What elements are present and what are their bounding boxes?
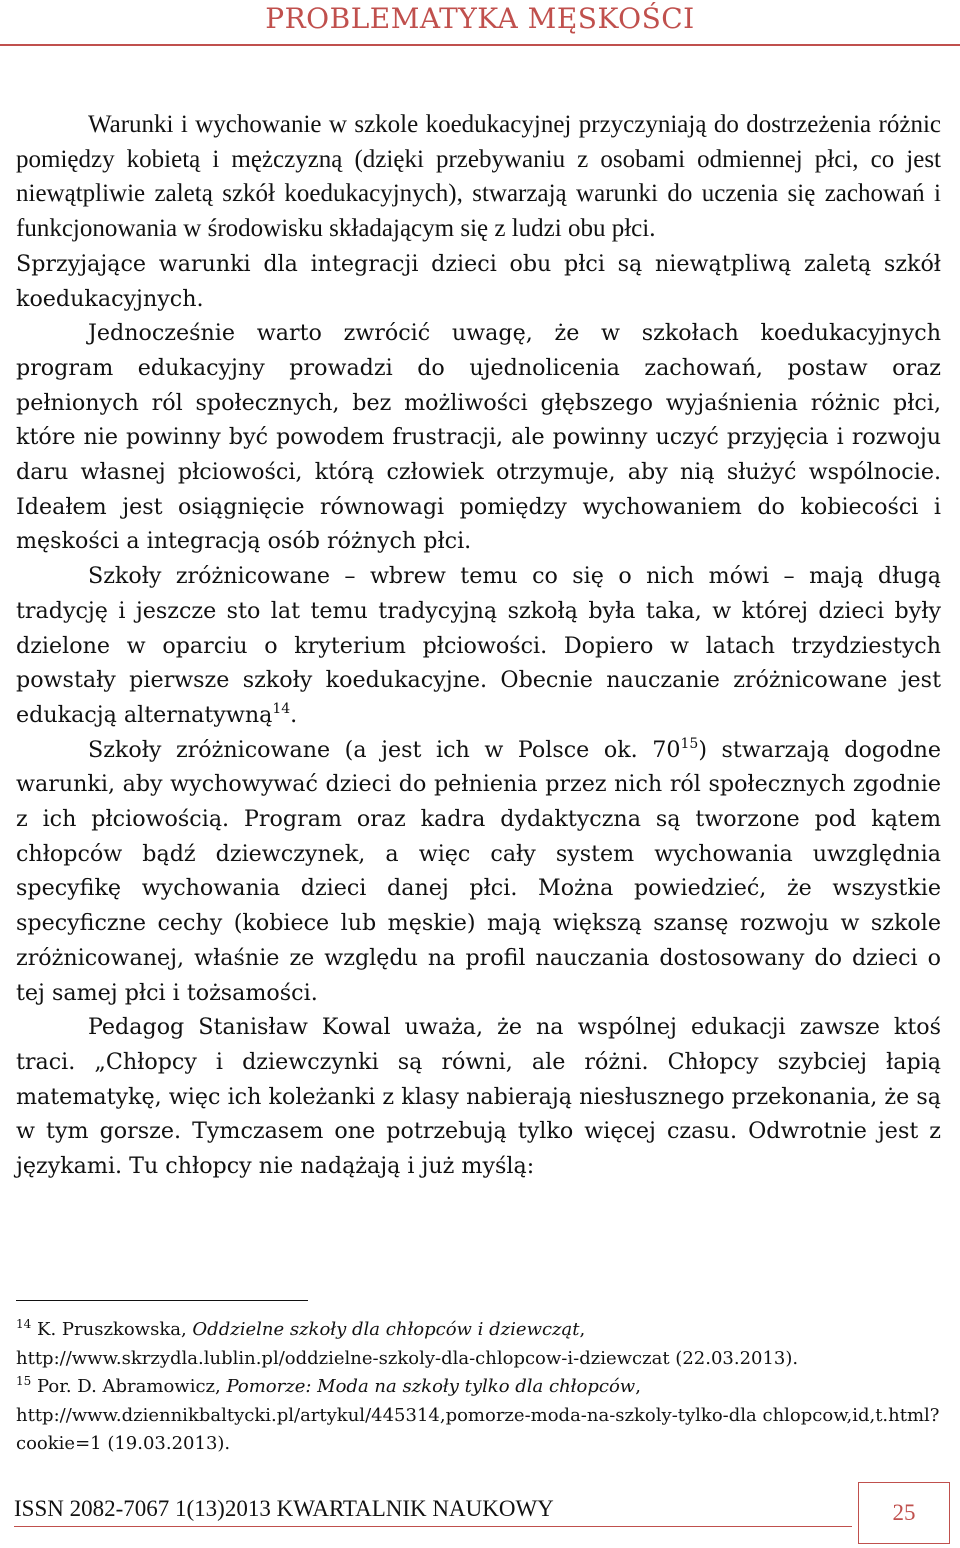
paragraph-4 [16,559,941,733]
paragraph-5-rest: ) stwarzają dogodne warunki, aby wychowywać dzieci do pełnienia przez nich ról społecznych zgodnie z ich płciowością. Program oraz kadra dydaktyczna są tworzone pod kątem chłopców bądź dziewczynek, a więc cały system wychowania uwzględnia specyfikę wychowania dzieci danej płci. Można powiedzieć, że wszystkie specyficzne cechy (kobiece lub męskie) mają większą szansę rozwoju w szkole zróżnicowanej, właśnie ze względu na profil nauczania dostosowany do dzieci o tej samej płci i tożsamości. [16,736,941,1006]
page-footer [0,1482,960,1548]
page-number-box [858,1482,950,1544]
footnote-source[interactable]: , http://www.dziennikbaltycki.pl/artykul/445314,pomorze-moda-na-szkoly-tylko-dla chlopcow,id,t.html?cookie=1 (19.03.2013). [16,1376,940,1454]
paragraph-2: Sprzyjające warunki dla integracji dzieci obu płci są niewątpliwą zaletą szkół koedukacyjnych. [16,250,941,312]
paragraph-1: Warunki i wychowanie w szkole koedukacyjnej przyczyniają do dostrzeżenia różnic pomiędzy kobietą i mężczyzną (dzięki przebywaniu z osobami odmiennej płci, co jest niewątpliwie zaletą szkół koedukacyjnych), stwarzają warunki do uczenia się zachowań i funkcjonowania w środowisku składającym się z ludzi obu płci. [16,111,941,243]
footnote-source[interactable]: , http://www.skrzydla.lublin.pl/oddzielne-szkoly-dla-chlopcow-i-dziewczat (22.03.2013). [16,1319,799,1369]
journal-info: ISSN 2082-7067 1(13)2013 KWARTALNIK NAUKOWY [14,1496,554,1521]
footnote-ref-15[interactable]: 15 [680,735,699,752]
paragraph-4-end: . [290,701,298,728]
running-header [0,0,960,46]
footnote-author: K. Pruszkowska, [37,1319,187,1340]
footnote-title: Pomorze: Moda na szkoły tylko dla chłopców [226,1376,636,1397]
paragraph-5-text: Szkoły zróżnicowane (a jest ich w Polsce ok. 70 [88,736,681,763]
page-number: 25 [892,1500,916,1525]
footnote-number: 15 [16,1374,32,1388]
article-body [16,108,941,1184]
footnote-title: Oddzielne szkoły dla chłopców i dziewcząt [192,1319,580,1340]
footnotes [16,1316,941,1459]
paragraph-4-text: Szkoły zróżnicowane – wbrew temu co się o nich mówi – mają długą tradycję i jeszcze sto lat temu tradycyjną szkołą była taka, w której dzieci były dzielone w oparciu o kryterium płciowości. Dopiero w latach trzydziestych powstały pierwsze szkoły koedukacyjne. Obecnie nauczanie zróżnicowane jest edukacją alternatywną [16,563,941,728]
footnote-separator [16,1300,308,1301]
paragraph-3: Jednocześnie warto zwrócić uwagę, że w szkołach koedukacyjnych program edukacyjny prowadzi do ujednolicenia zachowań, postaw oraz pełnionych ról społecznych, bez możliwości głębszego wyjaśnienia różnic płci, które nie powinny być powodem frustracji, ale powinny uczyć przyjęcia i rozwoju daru własnej płciowości, którą człowiek otrzymuje, aby nią służyć wspólnocie. Ideałem jest osiągnięcie równowagi pomiędzy wychowaniem do kobiecości i męskości a integracją osób różnych płci. [16,320,941,555]
footnote-author: Por. D. Abramowicz, [37,1376,221,1397]
footnote-14 [16,1316,941,1373]
footnote-15 [16,1373,941,1459]
footer-rule [14,1526,852,1527]
running-header-title: PROBLEMATYKA MĘSKOŚCI [265,2,695,35]
paragraph-6: Pedagog Stanisław Kowal uważa, że na wspólnej edukacji zawsze ktoś traci. „Chłopcy i dziewczynki są równi, ale różni. Chłopcy szybciej łapią matematykę, więc ich koleżanki z klasy nabierają niesłusznego przekonania, że są w tym gorsze. Tymczasem one potrzebują tylko więcej czasu. Odwrotnie jest z językami. Tu chłopcy nie nadążają i już myślą: [16,1014,941,1180]
footnote-number: 14 [16,1317,32,1331]
footnote-ref-14[interactable]: 14 [272,700,291,717]
paragraph-5 [16,733,941,1011]
